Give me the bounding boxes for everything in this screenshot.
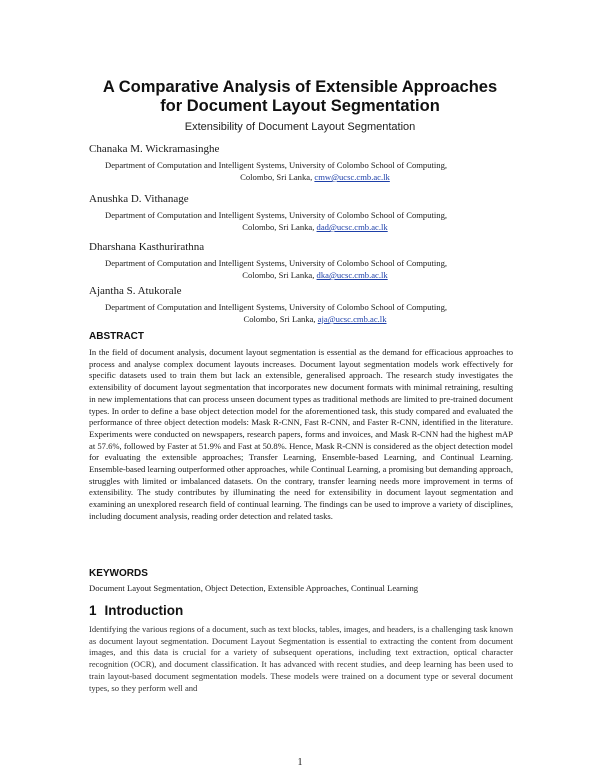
introduction-heading (89, 603, 183, 618)
author-affiliation (105, 159, 525, 183)
section-number: 1 (89, 603, 97, 618)
affiliation-city: Colombo, Sri Lanka, (240, 172, 315, 182)
abstract-heading: ABSTRACT (89, 331, 144, 342)
section-title: Introduction (104, 603, 184, 618)
affiliation-line: Department of Computation and Intelligent Systems, University of Colombo School of Computing, (105, 210, 448, 220)
author-affiliation (105, 209, 525, 233)
author-email-link[interactable]: cmw@ucsc.cmb.ac.lk (314, 172, 390, 182)
keywords-heading: KEYWORDS (89, 568, 148, 579)
author-name: Dharshana Kasthurirathna (89, 241, 205, 253)
author-name: Ajantha S. Atukorale (89, 285, 182, 297)
author-affiliation (105, 257, 525, 281)
affiliation-line: Department of Computation and Intelligent Systems, University of Colombo School of Computing, (105, 302, 448, 312)
affiliation-line: Department of Computation and Intelligent Systems, University of Colombo School of Computing, (105, 258, 448, 268)
introduction-text: Identifying the various regions of a document, such as text blocks, tables, images, and headers, is a challenging task known as document layout segmentation. Document Layout Segmentation is essential to extracting the content from document images, and this data is crucial for a variety of subsequent operations, including text extraction, optical character recognition (OCR), and document classification. It has advanced with recent studies, and deep learning has been used to train layout-based document segmentation models. These models were trained on a document type or several document types, so they perform well and (89, 624, 513, 693)
author-email-link[interactable]: dka@ucsc.cmb.ac.lk (316, 270, 388, 280)
paper-title (40, 78, 560, 116)
affiliation-line: Department of Computation and Intelligent Systems, University of Colombo School of Computing, (105, 160, 448, 170)
affiliation-location (105, 221, 525, 233)
title-line-2: for Document Layout Segmentation (160, 97, 440, 115)
author-email-link[interactable]: aja@ucsc.cmb.ac.lk (317, 314, 387, 324)
author-affiliation (105, 301, 525, 325)
title-line-1: A Comparative Analysis of Extensible Approaches (102, 78, 498, 96)
author-name: Anushka D. Vithanage (89, 193, 189, 205)
paper-subtitle: Extensibility of Document Layout Segmentation (184, 121, 416, 133)
affiliation-city: Colombo, Sri Lanka, (242, 222, 317, 232)
abstract-text: In the field of document analysis, document layout segmentation is essential as the demand for efficacious approaches to process and analyse complex document layouts increases. Document layout segmentation models work effectively for specific datasets used to train them but lack an extensible, generalised approach. The research study investigates the extensibility of document layout segmentation that incorporates new document formats with minimal retraining, resulting in new implementations that can process unseen document types as traditional methods are limited to pre-trained document types. In order to define a base object detection model for the aforementioned task, this study compared and evaluated the performance of three object detection models: Mask R-CNN, Fast R-CNN, and Faster R-CNN, identified in the literature. Experiments were conducted on newspapers, research papers, forms and invoices, and Mask R-CNN had the highest mAP at 57.6%, followed by Faster at 51.9% and Fast at 50.8%. Hence, Mask R-CNN is considered as the object detection model for evaluating the extensible approaches; Transfer Learning, Ensemble-based Learning, and Continual Learning. Ensemble-based learning outperformed other approaches, while Continual Learning, a promising but demanding approach, struggles with limited or imbalanced datasets. On the contrary, transfer learning needs more improvement in terms of extensibility. The study contributes by illuminating the need for extensibility in document layout segmentation and examining an unexplored research field of continual learning. The findings can be used to improve a variety of disciplines, including document analysis, reading order detection and related tasks. (89, 347, 513, 521)
affiliation-location (105, 171, 525, 183)
page-number: 1 (297, 757, 303, 768)
affiliation-location (105, 313, 525, 325)
keywords-text: Document Layout Segmentation, Object Detection, Extensible Approaches, Continual Learning (89, 583, 419, 593)
affiliation-city: Colombo, Sri Lanka, (242, 270, 317, 280)
affiliation-location (105, 269, 525, 281)
author-name: Chanaka M. Wickramasinghe (89, 143, 220, 155)
author-email-link[interactable]: dad@ucsc.cmb.ac.lk (316, 222, 388, 232)
affiliation-city: Colombo, Sri Lanka, (243, 314, 318, 324)
